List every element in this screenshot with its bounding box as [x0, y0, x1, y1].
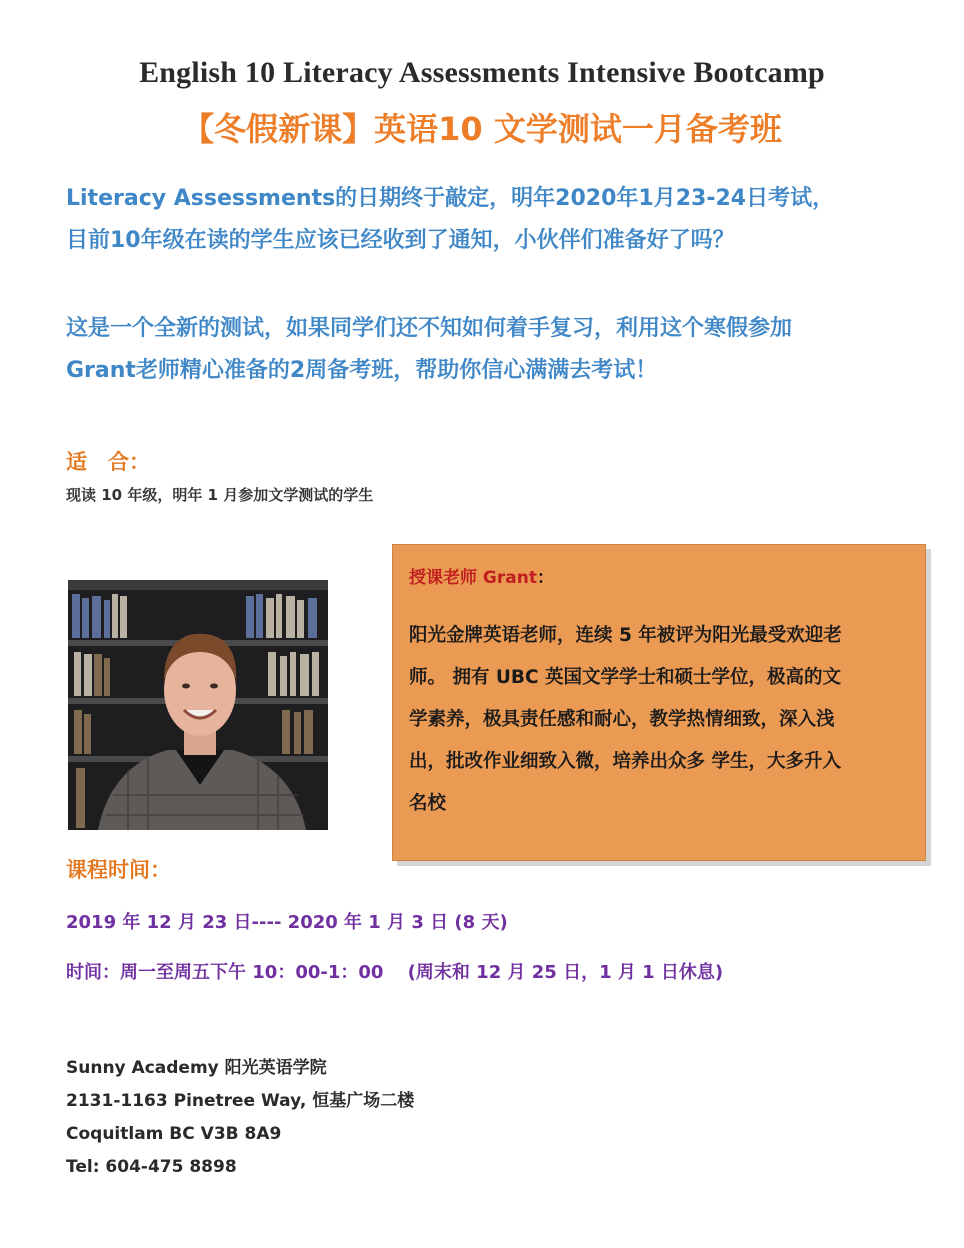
suitable-description: 现读 10 年级，明年 1 月参加文学测试的学生 — [66, 486, 374, 504]
suitable-heading: 适 合： — [66, 450, 150, 474]
teacher-info-box — [392, 544, 926, 861]
intro-line: 这是一个全新的测试，如果同学们还不知如何着手复习，利用这个寒假参加 — [66, 316, 793, 341]
city-postal: Coquitlam BC V3B 8A9 — [66, 1124, 282, 1144]
teacher-bio-line: 阳光金牌英语老师，连续 5 年被评为阳光最受欢迎老 — [409, 625, 842, 646]
teacher-bio-line: 名校 — [409, 793, 447, 814]
teacher-bio-line: 师。 拥有 UBC 英国文学学士和硕士学位，极高的文 — [409, 667, 842, 688]
teacher-name: Grant — [482, 568, 537, 588]
intro-line: 目前10年级在读的学生应该已经收到了通知，小伙伴们准备好了吗？ — [66, 228, 735, 253]
intro-line: Literacy Assessments的日期终于敲定，明年2020年1月23-24日考试， — [66, 186, 835, 211]
street-address: 2131-1163 Pinetree Way, 恒基广场二楼 — [66, 1091, 415, 1111]
schedule-time: 时间：周一至周五下午 10：00-1：00 (周末和 12 月 25 日，1 月 1 日休息) — [66, 962, 724, 983]
intro-paragraph-1 — [66, 178, 926, 262]
teacher-portrait-image — [68, 580, 328, 830]
teacher-bio — [409, 615, 915, 825]
teacher-photo — [68, 580, 328, 830]
schedule-heading: 课程时间： — [66, 858, 171, 882]
schedule-dates: 2019 年 12 月 23 日---- 2020 年 1 月 3 日 (8 天) — [66, 912, 508, 933]
teacher-label: 授课老师 — [409, 568, 483, 588]
teacher-heading — [409, 563, 554, 588]
academy-name: Sunny Academy 阳光英语学院 — [66, 1058, 327, 1078]
teacher-bio-line: 学素养，极具责任感和耐心，教学热情细致，深入浅 — [409, 709, 835, 730]
teacher-colon: ： — [536, 568, 554, 588]
contact-block — [66, 1052, 414, 1184]
title-english: English 10 Literacy Assessments Intensive Bootcamp — [139, 56, 825, 89]
phone-number: Tel: 604-475 8898 — [66, 1157, 237, 1177]
title-chinese: 【冬假新课】英语10 文学测试一月备考班 — [182, 110, 782, 148]
intro-line: Grant老师精心准备的2周备考班，帮助你信心满满去考试！ — [66, 358, 658, 383]
intro-paragraph-2 — [66, 308, 926, 392]
teacher-bio-line: 出，批改作业细致入微，培养出众多 学生，大多升入 — [409, 751, 841, 772]
